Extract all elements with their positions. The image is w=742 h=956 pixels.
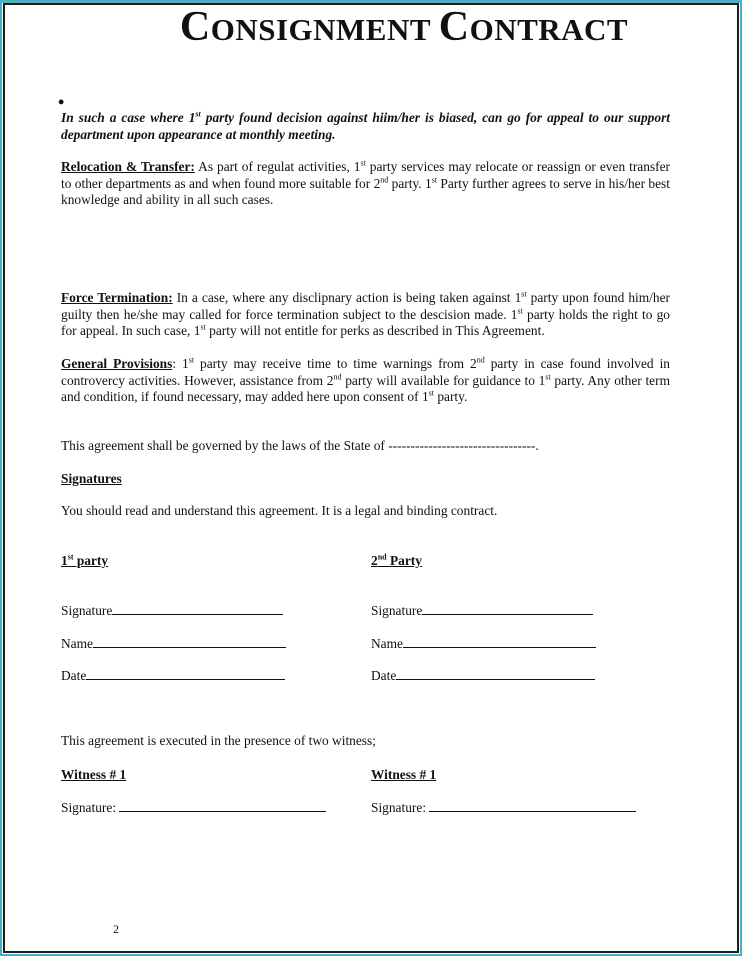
name-line[interactable]: [403, 635, 596, 648]
second-party-name-field[interactable]: [371, 635, 596, 652]
general-provisions-paragraph: General Provisions: 1st party may receive time to time warnings from 2nd party in case found involved in controvercy activities. However, assistance from 2nd party will available for guidance to 1st party. Any other term and condition, if found necessary, may added here upon consent of 1st party.: [61, 355, 671, 404]
signatures-heading: Signatures: [61, 471, 122, 486]
relocation-heading: Relocation & Transfer:: [61, 159, 195, 174]
witness-1-heading: Witness # 1: [61, 767, 127, 782]
date-label: Date: [61, 668, 87, 683]
witness-2-signature-field[interactable]: [371, 799, 636, 816]
bullet-point: •: [58, 92, 65, 112]
witness-signature-label: Signature:: [371, 800, 430, 815]
termination-heading: Force Termination:: [61, 290, 173, 305]
governing-law-text: This agreement shall be governed by the laws of the State of ---------------------------------.: [61, 438, 539, 453]
general-provisions-heading: General Provisions: [61, 356, 173, 371]
signature-line[interactable]: [422, 602, 593, 615]
title-initial-c2: C: [438, 4, 470, 50]
date-line[interactable]: [396, 667, 595, 680]
witness-signature-label: Signature:: [61, 800, 120, 815]
name-label: Name: [371, 636, 403, 651]
signatures-note: You should read and understand this agreement. It is a legal and binding contract.: [61, 503, 498, 518]
signature-label: Signature: [61, 603, 113, 618]
date-line[interactable]: [86, 667, 285, 680]
document-title: [0, 3, 742, 51]
date-label: Date: [371, 668, 397, 683]
witness-signature-line[interactable]: [429, 799, 636, 812]
first-party-name-field[interactable]: [61, 635, 286, 652]
signature-label: Signature: [371, 603, 423, 618]
witness-signature-line[interactable]: [119, 799, 326, 812]
title-word-2: ONTRACT: [469, 12, 629, 47]
relocation-paragraph: Relocation & Transfer: As part of regulat activities, 1st party services may relocate or reassign or even transfer to other departments as and when found more suitable for 2nd party. 1st Party further agrees to serve in his/her best knowledge and ability in all such cases.: [61, 158, 671, 207]
second-party-heading: 2nd Party: [371, 552, 422, 568]
termination-paragraph: Force Termination: In a case, where any disclipnary action is being taken against 1st party upon found him/her guilty then he/she may called for force termination subject to the descision made. 1st party holds the right to go for appeal. In such case, 1st party will not entitle for perks as described in This Agreement.: [61, 289, 670, 338]
title-initial-c: C: [179, 4, 211, 50]
signature-line[interactable]: [112, 602, 283, 615]
witness-1-signature-field[interactable]: [61, 799, 326, 816]
appeal-paragraph: In such a case where 1st party found decision against hiim/her is biased, can go for appeal to our support department upon appearance at monthly meeting.: [61, 109, 670, 142]
witness-2-heading: Witness # 1: [371, 767, 437, 782]
second-party-date-field[interactable]: [371, 667, 595, 684]
title-word-1: ONSIGNMENT: [210, 12, 439, 47]
second-party-signature-field[interactable]: [371, 602, 593, 619]
first-party-date-field[interactable]: [61, 667, 285, 684]
first-party-signature-field[interactable]: [61, 602, 283, 619]
witness-note: This agreement is executed in the presence of two witness;: [61, 733, 376, 748]
first-party-heading: 1st party: [61, 552, 109, 568]
page-number: 2: [113, 922, 119, 936]
name-line[interactable]: [93, 635, 286, 648]
name-label: Name: [61, 636, 93, 651]
